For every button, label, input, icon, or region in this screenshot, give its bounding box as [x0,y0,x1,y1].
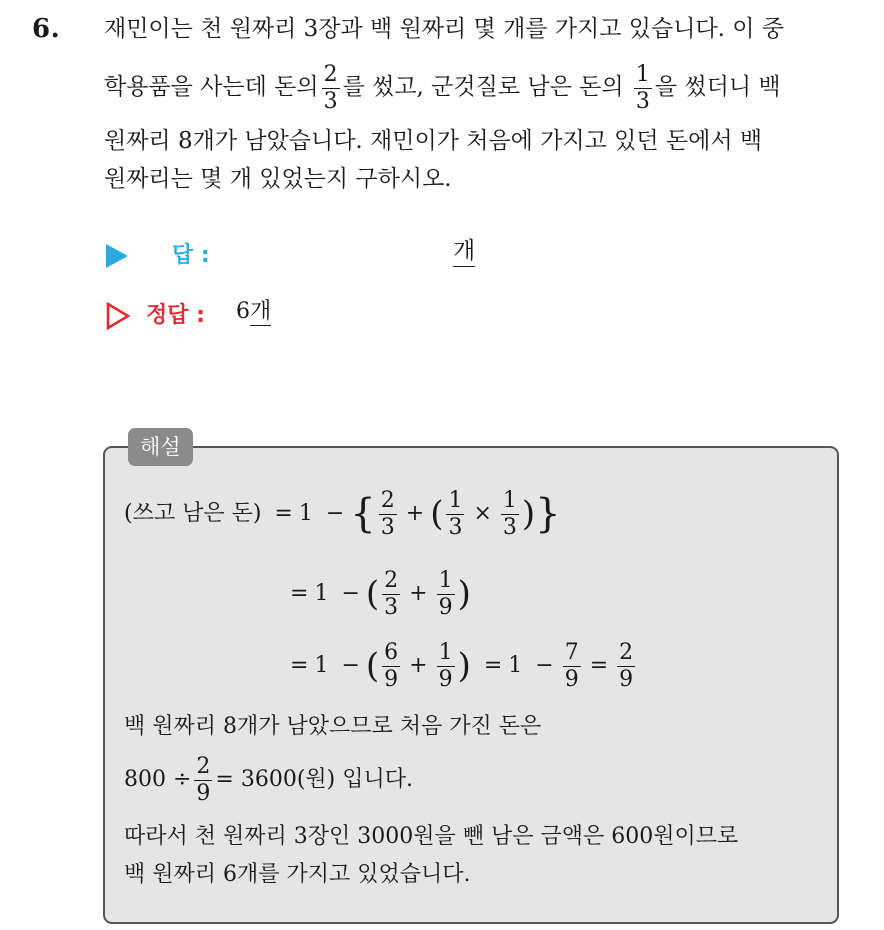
question-number: 6. [32,14,61,44]
fraction-denominator: 3 [448,514,463,540]
fraction-denominator: 9 [438,666,453,692]
fraction-denominator: 9 [196,780,211,806]
equals-sign: = [274,501,293,526]
fraction-numerator: 2 [384,567,399,593]
question-line-2 [104,56,781,118]
fraction-denominator: 3 [502,514,517,540]
solution-equation-3 [290,638,638,694]
right-paren: ) [457,646,471,686]
question-line-1: 재민이는 천 원짜리 3장과 백 원짜리 몇 개를 가지고 있습니다. 이 중 [104,16,785,42]
correct-answer-row [106,298,506,334]
fraction-numerator: 6 [384,639,399,665]
solution-equation-2 [290,566,471,622]
right-paren: ) [521,494,536,534]
fraction-numerator: 2 [380,487,395,513]
minus-sign: − [325,501,345,526]
outline-triangle-icon [106,302,130,330]
fraction-denominator: 3 [380,514,395,540]
play-triangle-icon [106,244,128,268]
solution-equation-1 [124,484,561,544]
answer-unit-blank[interactable]: 개 [453,238,475,267]
plus-sign: + [405,501,425,526]
one: 1 [508,653,523,678]
fraction-1-9 [437,567,455,620]
fraction-1-3 [446,487,464,540]
fraction-1-3 [501,487,519,540]
fraction-denominator: 3 [323,88,338,114]
fraction-numerator: 1 [635,61,650,87]
fraction-6-9 [382,639,400,692]
solution-line-4: 백 원짜리 8개가 남았으므로 처음 가진 돈은 [124,714,542,739]
fraction-two-thirds [322,61,340,114]
fraction-7-9 [563,639,581,692]
eq1-lhs: (쓰고 남은 돈) [124,501,262,526]
question-line-3: 원짜리 8개가 남았습니다. 재민이가 처음에 가지고 있던 돈에서 백 [104,128,763,154]
fraction-one-third [634,61,652,114]
question-line-2-part-c: 을 썼더니 백 [654,74,781,100]
correct-answer-unit: 개 [250,299,272,324]
left-paren: ( [430,494,444,534]
question-line-4: 원짜리는 몇 개 있었는지 구하시오. [104,166,452,192]
fraction-denominator: 9 [619,666,634,692]
fraction-numerator: 1 [438,639,453,665]
answer-row [106,238,506,274]
solution-line-5-a: 800 ÷ [124,767,192,792]
solution-line-6: 따라서 천 원짜리 3장인 3000원을 뺀 남은 금액은 600원이므로 [124,824,739,849]
fraction-numerator: 1 [448,487,463,513]
solution-line-7: 백 원짜리 6개를 가지고 있었습니다. [124,862,471,887]
correct-answer-label: 정답 : [146,303,205,328]
fraction-denominator: 9 [564,666,579,692]
one: 1 [314,653,329,678]
equals-sign: = [290,581,309,606]
left-paren: ( [365,574,380,614]
right-paren: ) [457,574,471,614]
question-line-2-part-a: 학용품을 사는데 돈의 [104,74,319,100]
left-paren: ( [365,646,380,686]
fraction-denominator: 9 [384,666,399,692]
solution-line-5 [124,750,413,810]
plus-sign: + [409,581,428,606]
left-brace: { [350,491,376,537]
fraction-numerator: 1 [438,567,453,593]
fraction-1-9 [437,639,455,692]
minus-sign: − [341,653,360,678]
fraction-denominator: 9 [438,594,453,620]
solution-tab: 해설 [128,428,193,466]
fraction-denominator: 3 [635,88,650,114]
correct-answer-number: 6 [236,299,250,324]
fraction-2-3 [382,567,400,620]
answer-label: 답 : [172,243,210,268]
times-sign: × [473,501,492,526]
fraction-numerator: 2 [323,61,338,87]
fraction-2-3 [379,487,397,540]
one: 1 [298,501,313,526]
minus-sign: − [341,581,360,606]
fraction-2-9 [194,753,212,806]
fraction-denominator: 3 [384,594,399,620]
solution-line-5-b: = 3600(원) 입니다. [215,767,413,792]
equals-sign: = [589,653,609,678]
right-brace: } [535,491,561,537]
plus-sign: + [409,653,428,678]
equals-sign: = [290,653,309,678]
equals-sign: = [483,653,503,678]
fraction-numerator: 2 [196,753,211,779]
fraction-2-9 [617,639,635,692]
fraction-numerator: 7 [564,639,579,665]
minus-sign: − [535,653,554,678]
one: 1 [314,581,329,606]
correct-answer-value [236,298,271,326]
fraction-numerator: 2 [619,639,634,665]
fraction-numerator: 1 [502,487,517,513]
question-line-2-part-b: 를 썼고, 군것질로 남은 돈의 [342,74,624,100]
